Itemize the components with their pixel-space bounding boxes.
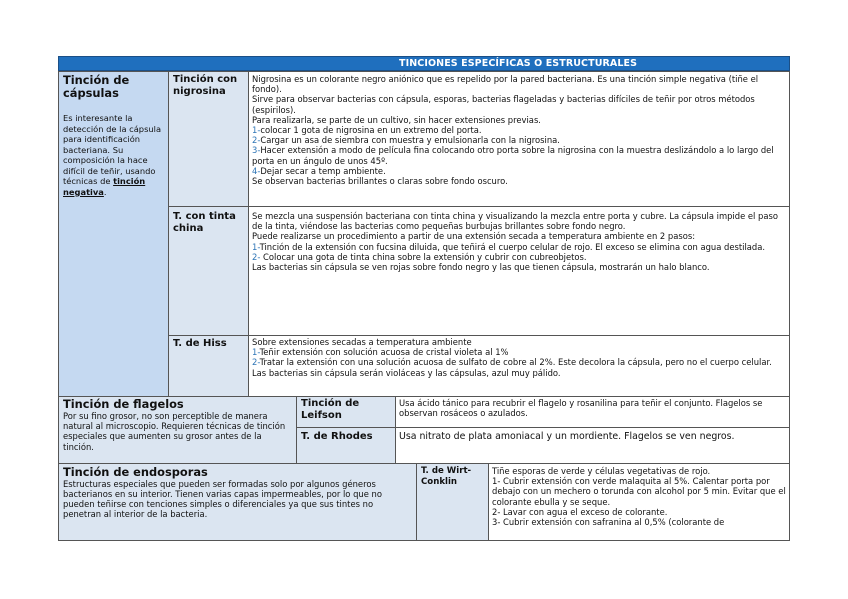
method-rhodes xyxy=(296,427,396,464)
rhodes-text: Usa nitrato de plata amoniacal y un mordiente. Flagelos se ven negros. xyxy=(399,431,735,442)
capsulas-description xyxy=(63,113,165,197)
rhodes-content xyxy=(395,427,790,464)
step-text: Hacer extensión a modo de película fina colocando otro porta sobre la nigrosina con la muestra deslizándolo a lo largo del porta en un ángulo de unos 45º. xyxy=(252,145,774,166)
stain-table xyxy=(58,56,790,528)
step-text: colocar 1 gota de nigrosina en un extremo del porta. xyxy=(260,125,482,136)
step xyxy=(252,357,786,367)
flagelos-description: Por su fino grosor, no son perceptible de manera natural al microscopio. Requieren técnicas de tinción especiales que aumenten su grosor antes de la tinción. xyxy=(63,410,286,452)
nigrosina-result: Se observan bacterias brillantes o claras sobre fondo oscuro. xyxy=(252,176,508,187)
step xyxy=(252,347,786,357)
step-number: 2- xyxy=(252,357,260,368)
capsulas-desc-text: Es interesante la detección de la cápsula para identificación bacteriana. Su composición la hace difícil de teñir, usando técnicas de xyxy=(63,113,162,187)
nigrosina-intro: Nigrosina es un colorante negro aniónico que es repelido por la pared bacteriana. Es una tinción simple negativa (tiñe el fondo). xyxy=(252,74,759,95)
flagelos-section xyxy=(58,396,297,464)
step xyxy=(252,166,786,176)
method-name: T. con tinta china xyxy=(173,211,236,234)
step xyxy=(252,242,786,252)
negative-stain-link[interactable]: tinción negativa xyxy=(63,176,146,197)
capsulas-section xyxy=(58,71,169,397)
method-name: T. de Hiss xyxy=(173,338,227,349)
wirt-conklin-content xyxy=(488,463,790,541)
step xyxy=(252,135,786,145)
leifson-content xyxy=(395,396,790,428)
tinta-china-pre: Puede realizarse un procedimiento a partir de una extensión secada a temperatura ambiente en 2 pasos: xyxy=(252,231,696,242)
step xyxy=(252,252,786,262)
step-number: 4- xyxy=(252,165,261,176)
tinta-china-intro: Se mezcla una suspensión bacteriana con tinta china y visualizando la mezcla entre porta y cubre. La cápsula impide el paso de la tinta, viéndose las bacterias como pequeñas burbujas brillantes sobre fondo negro. xyxy=(252,211,778,232)
method-wirt-conklin xyxy=(416,463,489,541)
step-number: 3- xyxy=(252,145,261,156)
tinta-china-content xyxy=(248,206,790,336)
step-text: Cargar un asa de siembra con muestra y emulsionarla con la nigrosina. xyxy=(260,135,560,146)
method-nigrosina xyxy=(168,71,249,207)
table-header-bar xyxy=(58,56,790,71)
flagelos-title: Tinción de flagelos xyxy=(63,397,184,411)
hiss-result: Las bacterias sin cápsula serán violáceas y las cápsulas, azul muy pálido. xyxy=(252,367,561,378)
step xyxy=(252,125,786,135)
method-leifson xyxy=(296,396,396,428)
hiss-intro: Sobre extensiones secadas a temperatura ambiente xyxy=(252,337,472,347)
method-name: T. de Wirt-Conklin xyxy=(421,466,472,487)
nigrosina-content xyxy=(248,71,790,207)
endosporas-title: Tinción de endosporas xyxy=(63,465,208,479)
tinta-china-result: Las bacterias sin cápsula se ven rojas sobre fondo negro y las que tienen cápsula, mostrarán un halo blanco. xyxy=(252,262,710,273)
capsulas-desc-end: . xyxy=(103,186,107,197)
step-number: 2- xyxy=(252,135,261,146)
step-text: Dejar secar a temp ambiente. xyxy=(260,165,386,176)
step: 2- Lavar con agua el exceso de colorante. xyxy=(492,506,668,517)
step-number: 1- xyxy=(252,241,260,252)
step: 3- Cubrir extensión con safranina al 0,5% (colorante de xyxy=(492,517,725,528)
method-tinta-china xyxy=(168,206,249,336)
wirt-intro: Tiñe esporas de verde y células vegetativas de rojo. xyxy=(492,466,711,476)
step-number: 1- xyxy=(252,347,260,358)
nigrosina-use: Sirve para observar bacterias con cápsula, esporas, bacterias flageladas y bacterias difíciles de teñir por otros métodos (espirilos). xyxy=(252,94,755,115)
table-title: TINCIONES ESPECÍFICAS O ESTRUCTURALES xyxy=(399,58,638,69)
method-name: Tinción de Leifson xyxy=(301,398,360,421)
method-name: T. de Rhodes xyxy=(301,431,373,442)
method-name: Tinción con nigrosina xyxy=(173,74,238,97)
capsulas-title: Tinción de cápsulas xyxy=(63,73,130,100)
endosporas-description: Estructuras especiales que pueden ser formadas solo por algunos géneros bacterianos en su interior. Tienen varias capas impermeables, por lo que no pueden teñirse con tenciones simples o diferenciales ya que sus tintes no penetran al interior de la bacteria. xyxy=(63,478,382,520)
step-text: Colocar una gota de tinta china sobre la extensión y cubrir con cubreobjetos. xyxy=(260,251,587,262)
step-text: Tinción de la extensión con fucsina diluida, que teñirá el cuerpo celular de rojo. El exceso se elimina con agua destilada. xyxy=(259,241,766,252)
hiss-content xyxy=(248,335,790,397)
step-number: 1- xyxy=(252,125,261,136)
leifson-text: Usa ácido tánico para recubrir el flagelo y rosanilina para teñir el conjunto. Flagelos se observan rosáceos o azulados. xyxy=(399,398,763,419)
step: 1- Cubrir extensión con verde malaquita al 5%. Calentar porta por debajo con un mechero o torunda con alcohol por 5 min. Evitar que el colorante ebulla y se seque. xyxy=(492,476,786,507)
endosporas-section xyxy=(58,463,417,541)
method-hiss xyxy=(168,335,249,397)
step-number: 2- xyxy=(252,251,261,262)
step-text: Tratar la extensión con una solución acuosa de sulfato de cobre al 2%. Este decolora la cápsula, pero no el cuerpo celular. xyxy=(259,357,772,368)
step-text: Teñir extensión con solución acuosa de cristal violeta al 1% xyxy=(259,347,509,358)
nigrosina-pre: Para realizarla, se parte de un cultivo, sin hacer extensiones previas. xyxy=(252,114,541,125)
step xyxy=(252,145,786,165)
